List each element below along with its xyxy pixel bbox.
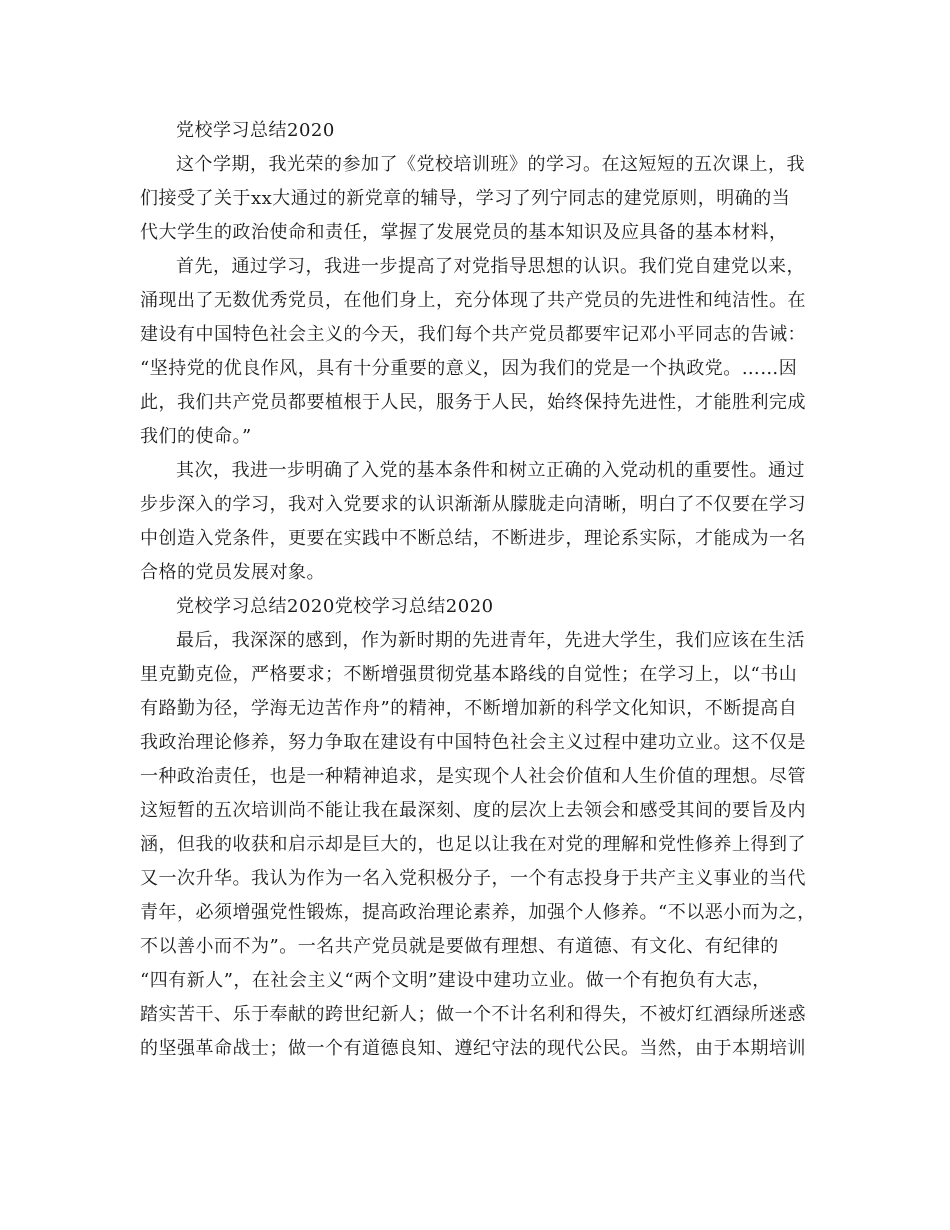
paragraph-line: “坚持党的优良作风，具有十分重要的意义，因为我们的党是一个执政党。……因 (140, 358, 798, 379)
paragraph-line: 步步深入的学习，我对入党要求的认识渐渐从朦胧走向清晰，明白了不仅要在学习 (140, 494, 806, 515)
paragraph-line: 中创造入党条件，更要在实践中不断总结，不断进步，理论系实际，才能成为一名 (140, 528, 806, 549)
paragraph-line: 们接受了关于xx大通过的新党章的辅导，学习了列宁同志的建党原则，明确的当 (140, 188, 791, 209)
paragraph-line: 不以善小而不为”。一名共产党员就是要做有理想、有道德、有文化、有纪律的 (140, 936, 779, 957)
paragraph-line: 里克勤克俭，严格要求；不断增强贯彻党基本路线的自觉性；在学习上，以“书山 (140, 664, 798, 685)
paragraph-line: “四有新人”，在社会主义“两个文明”建设中建功立业。做一个有抱负有大志， (140, 970, 771, 991)
paragraph-line: 建设有中国特色社会主义的今天，我们每个共产党员都要牢记邓小平同志的告诫： (140, 324, 806, 345)
paragraph-line: 首先，通过学习，我进一步提高了对党指导思想的认识。我们党自建党以来， (176, 256, 805, 277)
paragraph-line: 我们的使命。” (140, 426, 252, 447)
paragraph-line: 我政治理论修养，努力争取在建设有中国特色社会主义过程中建功立业。这不仅是 (140, 732, 806, 753)
paragraph-line: 的坚强革命战士；做一个有道德良知、遵纪守法的现代公民。当然，由于本期培训 (140, 1038, 806, 1059)
paragraph-line: 涌现出了无数优秀党员，在他们身上，充分体现了共产党员的先进性和纯洁性。在 (140, 290, 806, 311)
paragraph-line: 这短暂的五次培训尚不能让我在最深刻、度的层次上去领会和感受其间的要旨及内 (140, 800, 806, 821)
paragraph-line: 又一次升华。我认为作为一名入党积极分子，一个有志投身于共产主义事业的当代 (140, 868, 806, 889)
document-title: 党校学习总结2020 (176, 120, 335, 141)
paragraph-line: 其次，我进一步明确了入党的基本条件和树立正确的入党动机的重要性。通过 (176, 460, 805, 481)
paragraph-line: 一种政治责任，也是一种精神追求，是实现个人社会价值和人生价值的理想。尽管 (140, 766, 806, 787)
repeated-title-line: 党校学习总结2020党校学习总结2020 (176, 596, 494, 617)
paragraph-line: 涵，但我的收获和启示却是巨大的，也足以让我在对党的理解和党性修养上得到了 (140, 834, 806, 855)
paragraph-line: 合格的党员发展对象。 (140, 562, 325, 583)
paragraph-line: 代大学生的政治使命和责任，掌握了发展党员的基本知识及应具备的基本材料， (140, 222, 788, 243)
paragraph-line: 这个学期，我光荣的参加了《党校培训班》的学习。在这短短的五次课上，我 (176, 154, 805, 175)
paragraph-line: 有路勤为径，学海无边苦作舟”的精神，不断增加新的科学文化知识，不断提高自 (140, 698, 798, 719)
paragraph-line: 青年，必须增强党性锻炼，提高政治理论素养，加强个人修养。“不以恶小而为之， (140, 902, 816, 923)
paragraph-line: 踏实苦干、乐于奉献的跨世纪新人；做一个不计名利和得失，不被灯红酒绿所迷惑 (140, 1004, 806, 1025)
paragraph-line: 最后，我深深的感到，作为新时期的先进青年，先进大学生，我们应该在生活 (176, 630, 805, 651)
paragraph-line: 此，我们共产党员都要植根于人民，服务于人民，始终保持先进性，才能胜利完成 (140, 392, 806, 413)
